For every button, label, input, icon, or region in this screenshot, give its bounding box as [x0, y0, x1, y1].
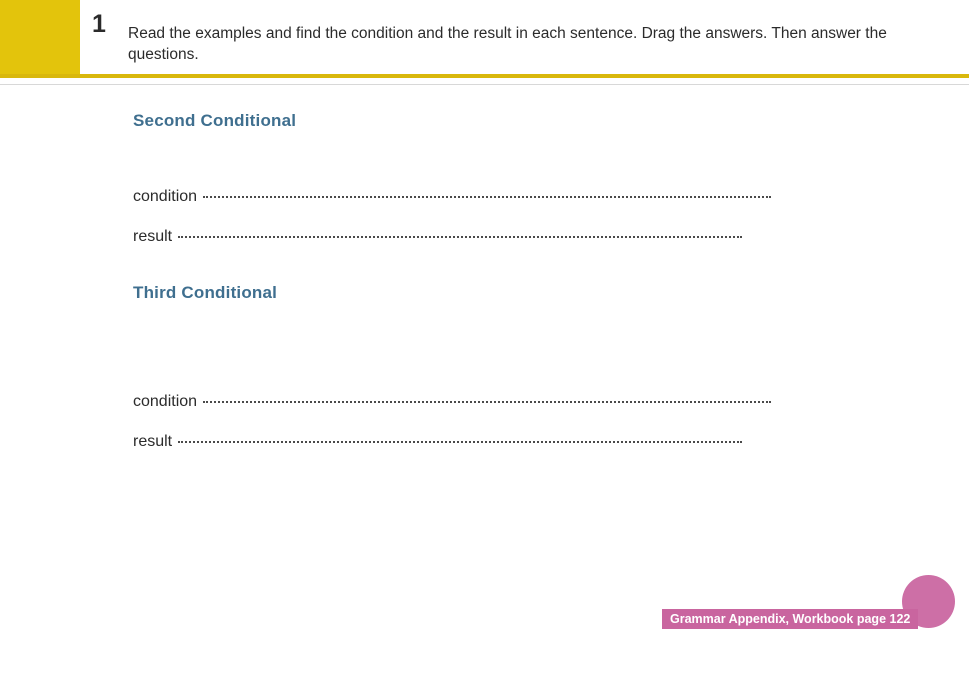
reference-tag[interactable]: Grammar Appendix, Workbook page 122	[662, 609, 918, 629]
exercise-instruction: Read the examples and find the condition and the result in each sentence. Drag the answers. Then answer the questions.	[128, 25, 887, 64]
answer-row-second-result	[133, 227, 793, 246]
answer-label-result: result	[133, 433, 173, 450]
exercise-header	[0, 0, 969, 78]
answer-dropzone-third-result[interactable]	[178, 429, 742, 443]
answer-row-second-condition	[133, 187, 793, 206]
answer-row-third-condition	[133, 392, 793, 411]
header-divider	[0, 74, 969, 78]
exercise-body	[0, 85, 969, 691]
answer-row-third-result	[133, 432, 793, 451]
answer-dropzone-second-result[interactable]	[178, 224, 742, 238]
answer-label-result: result	[133, 228, 173, 245]
exercise-number-badge	[0, 0, 80, 74]
section-title-second-conditional: Second Conditional	[133, 111, 297, 130]
section-title-third-conditional: Third Conditional	[133, 283, 278, 302]
answer-label-condition: condition	[133, 393, 198, 410]
exercise-number: 1	[92, 10, 106, 38]
answer-dropzone-second-condition[interactable]	[203, 184, 771, 198]
answer-dropzone-third-condition[interactable]	[203, 389, 771, 403]
answer-label-condition: condition	[133, 188, 198, 205]
